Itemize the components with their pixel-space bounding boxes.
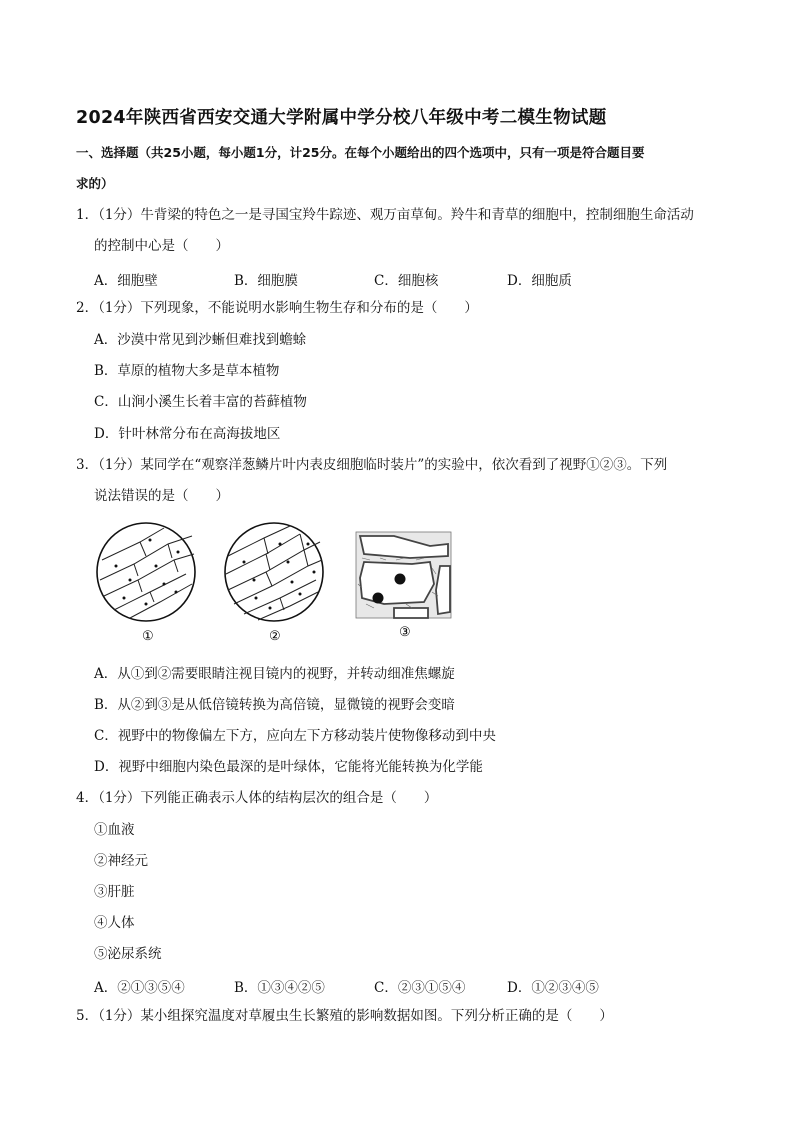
q3-option-a: A．从①到②需要眼睛注视目镜内的视野，并转动细准焦螺旋 (94, 666, 455, 682)
q4-option-a: A．②①③⑤④ (94, 980, 185, 996)
section-instruction-line2: 求的） (76, 176, 114, 191)
q4-option-d: D．①②③④⑤ (507, 980, 599, 996)
q4-item-2: ②神经元 (94, 853, 148, 869)
view-3-high-power (356, 532, 451, 618)
q4-item-3: ③肝脏 (94, 884, 135, 900)
q4-item-5: ⑤泌尿系统 (94, 946, 162, 962)
q5-stem: 5．（1分）某小组探究温度对草履虫生长繁殖的影响数据如图。下列分析正确的是（ ） (76, 1008, 613, 1024)
view-3-label: ③ (399, 625, 411, 640)
q1-options (94, 269, 572, 289)
q4-item-4: ④人体 (94, 915, 135, 931)
q3-option-d: D．视野中细胞内染色最深的是叶绿体，它能将光能转换为化学能 (94, 759, 483, 775)
exam-title: 2024年陕西省西安交通大学附属中学分校八年级中考二模生物试题 (76, 108, 607, 128)
view-2-circle (225, 523, 323, 621)
q2-option-d: D．针叶林常分布在高海拔地区 (94, 426, 281, 442)
q2-option-a: A．沙漠中常见到沙蜥但难找到蟾蜍 (94, 332, 307, 348)
section-instruction-line1: 一、选择题（共25小题，每小题1分，计25分。在每个小题给出的四个选项中，只有一项是符合题目要 (76, 145, 645, 160)
q2-option-b: B．草原的植物大多是草本植物 (94, 363, 280, 379)
q2-stem: 2．（1分）下列现象，不能说明水影响生物生存和分布的是（ ） (76, 300, 478, 316)
q3-option-c: C．视野中的物像偏左下方，应向左下方移动装片使物像移动到中央 (94, 728, 496, 744)
microscope-views-figure (94, 522, 474, 648)
q4-options (94, 976, 599, 996)
q4-item-1: ①血液 (94, 822, 135, 838)
q2-option-c: C．山涧小溪生长着丰富的苔藓植物 (94, 394, 307, 410)
q1-option-d: D．细胞质 (507, 273, 572, 289)
q1-stem-line1: 1．（1分）牛背梁的特色之一是寻国宝羚牛踪迹、观万亩草甸。羚牛和青草的细胞中，控制细胞生命活动 (76, 207, 694, 223)
q3-stem-line2: 说法错误的是（ ） (94, 488, 229, 504)
q4-option-b: B．①③④②⑤ (234, 980, 325, 996)
q4-stem: 4．（1分）下列能正确表示人体的结构层次的组合是（ ） (76, 790, 438, 806)
view-1-circle (97, 523, 195, 621)
q1-option-c: C．细胞核 (374, 273, 439, 289)
q3-option-b: B．从②到③是从低倍镜转换为高倍镜，显微镜的视野会变暗 (94, 697, 455, 713)
q1-option-a: A．细胞壁 (94, 273, 158, 289)
q4-option-c: C．②③①⑤④ (374, 980, 466, 996)
q3-stem-line1: 3．（1分）某同学在“观察洋葱鳞片叶内表皮细胞临时装片”的实验中，依次看到了视野①②③。下列 (76, 457, 668, 473)
view-1-label: ① (142, 629, 154, 644)
view-2-label: ② (269, 629, 281, 644)
q1-option-b: B．细胞膜 (234, 273, 298, 289)
q1-stem-line2: 的控制中心是（ ） (94, 238, 229, 254)
